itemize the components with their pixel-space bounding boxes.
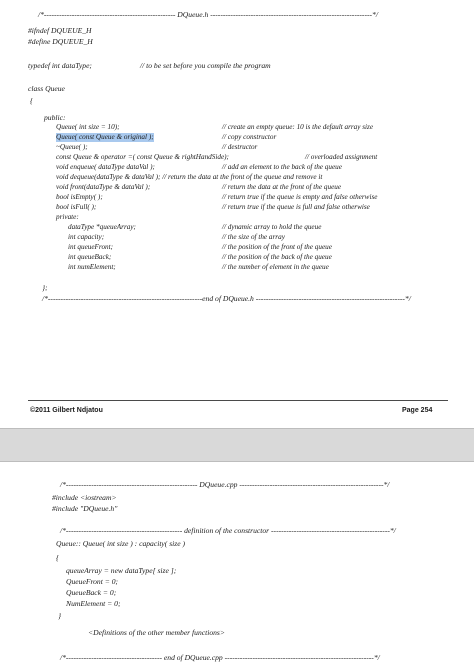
header-banner: /*---------------------------------------------------- DQueue.cpp ---------------------------------------------------------*/ [60, 480, 390, 489]
member-comment: // return true if the queue is empty and false otherwise [222, 193, 378, 201]
constructor-open-brace: { [56, 553, 60, 562]
private-member-comment: // the position of the front of the queue [222, 243, 332, 251]
private-member-code: dataType *queueArray; [68, 223, 136, 231]
constructor-signature: Queue:: Queue( int size ) : capacity( size ) [56, 539, 186, 548]
define-directive: #define DQUEUE_H [28, 37, 93, 46]
class-declaration: class Queue [28, 84, 65, 93]
private-label: private: [56, 213, 79, 221]
typedef-line: typedef int dataType; [28, 61, 92, 70]
private-member-comment: // the position of the back of the queue [222, 253, 332, 261]
footer-copyright: ©2011 Gilbert Ndjatou [30, 407, 103, 414]
member-code: void front(dataType & dataVal ); [56, 183, 151, 191]
constructor-close-brace: } [58, 611, 62, 620]
member-comment: // add an element to the back of the queue [222, 163, 342, 171]
public-label: public: [44, 113, 66, 122]
constructor-body-line: QueueFront = 0; [66, 577, 119, 586]
member-comment: // destructor [222, 143, 258, 151]
private-member-comment: // the size of the array [222, 233, 285, 241]
footer-rule [28, 400, 448, 401]
end-banner: /*-------------------------------------------------------------end of DQueue.h -----------------------------------------------------------*/ [42, 294, 411, 303]
constructor-banner: /*---------------------------------------------- definition of the constructor -----------------------------------------------*/ [60, 526, 396, 535]
include-dqueue: #include "DQueue.h" [52, 504, 118, 513]
member-code: bool isFull( ); [56, 203, 97, 211]
member-comment: // overloaded assignment [305, 153, 378, 161]
header-banner: /*---------------------------------------------------- DQueue.h ----------------------------------------------------------------*/ [38, 10, 378, 19]
page-separator [0, 428, 474, 462]
private-member-comment: // dynamic array to hold the queue [222, 223, 322, 231]
constructor-body-line: NumElement = 0; [66, 599, 121, 608]
document-page-2 [0, 462, 474, 667]
member-code-highlighted: Queue( const Queue & original ); [56, 133, 154, 141]
class-close-brace: }; [42, 283, 48, 292]
constructor-body-line: queueArray = new dataType[ size ]; [66, 566, 177, 575]
member-code: void enqueue( dataType dataVal ); [56, 163, 155, 171]
typedef-comment: // to be set before you compile the program [140, 61, 271, 70]
member-comment: // create an empty queue: 10 is the default array size [222, 123, 374, 131]
member-code: Queue( int size = 10); [56, 123, 120, 131]
private-member-code: int numElement; [68, 263, 116, 271]
member-code: const Queue & operator =( const Queue & rightHandSide); [56, 153, 229, 161]
class-open-brace: { [30, 96, 34, 105]
member-code: ~Queue( ); [56, 143, 88, 151]
constructor-body-line: QueueBack = 0; [66, 588, 117, 597]
private-member-code: int queueBack; [68, 253, 112, 261]
other-definitions-note: <Definitions of the other member functions> [88, 628, 226, 637]
private-member-comment: // the number of element in the queue [222, 263, 329, 271]
footer-page-number: Page 254 [402, 407, 433, 414]
member-code: void dequeue(dataType & dataVal ); // return the data at the front of the queue and remove it [56, 173, 323, 181]
member-code: bool isEmpty( ); [56, 193, 103, 201]
ifndef-directive: #ifndef DQUEUE_H [28, 26, 92, 35]
member-comment: // return the data at the front of the queue [222, 183, 342, 191]
end-banner: /*-------------------------------------- end of DQueue.cpp -----------------------------------------------------------*/ [60, 653, 380, 662]
private-member-code: int capacity; [68, 233, 105, 241]
private-member-code: int queueFront; [68, 243, 114, 251]
include-iostream: #include <iostream> [52, 493, 117, 502]
member-comment: // return true if the queue is full and false otherwise [222, 203, 370, 211]
member-comment: // copy constructor [222, 133, 277, 141]
